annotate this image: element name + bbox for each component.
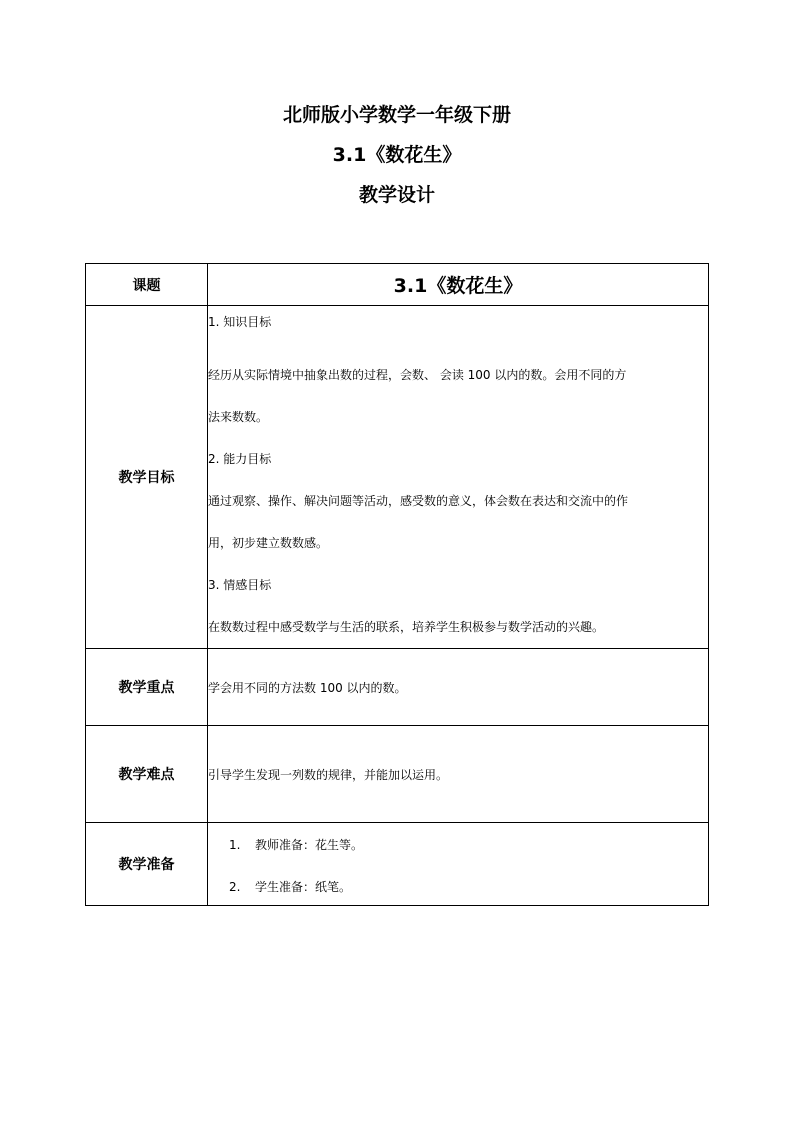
goal-text-ability-2: 用，初步建立数数感。: [208, 536, 329, 550]
goal-heading-ability: 2. 能力目标: [208, 452, 272, 466]
goals-content: [208, 306, 709, 649]
document-header: [0, 104, 794, 224]
list-item: [229, 877, 708, 897]
goal-heading-knowledge: 1. 知识目标: [208, 315, 272, 329]
goals-label: 教学目标: [86, 306, 208, 649]
goal-text-knowledge-1: 经历从实际情境中抽象出数的过程，会数、 会读 100 以内的数。会用不同的方: [208, 368, 627, 382]
list-item: [229, 835, 708, 855]
table-row-topic: [86, 264, 709, 306]
table-row-key-points: [86, 649, 709, 726]
goal-text-emotion: 在数数过程中感受数学与生活的联系，培养学生积极参与数学活动的兴趣。: [208, 620, 605, 634]
list-item-number: 1.: [229, 838, 241, 852]
goal-heading-emotion: 3. 情感目标: [208, 578, 272, 592]
difficulties-value: 引导学生发现一列数的规律，并能加以运用。: [208, 726, 709, 823]
list-item-text: 教师准备：花生等。: [255, 838, 364, 852]
lesson-title: 3.1《数花生》: [332, 144, 462, 166]
topic-value: 3.1《数花生》: [208, 264, 709, 306]
key-points-label: 教学重点: [86, 649, 208, 726]
preparation-label: 教学准备: [86, 823, 208, 906]
difficulties-label: 教学难点: [86, 726, 208, 823]
key-points-value: 学会用不同的方法数 100 以内的数。: [208, 649, 709, 726]
topic-label: 课题: [86, 264, 208, 306]
list-item-text: 学生准备：纸笔。: [255, 880, 352, 894]
list-item-number: 2.: [229, 880, 241, 894]
table-row-difficulties: [86, 726, 709, 823]
goal-text-ability-1: 通过观察、操作、解决问题等活动，感受数的意义，体会数在表达和交流中的作: [208, 494, 629, 508]
document-title: 北师版小学数学一年级下册: [282, 104, 511, 126]
document-subtitle: 教学设计: [358, 184, 435, 206]
lesson-plan-table: [85, 263, 709, 906]
preparation-content: [208, 823, 709, 906]
table-row-goals: [86, 306, 709, 649]
table-row-preparation: [86, 823, 709, 906]
goal-text-knowledge-2: 法来数数。: [208, 410, 269, 424]
